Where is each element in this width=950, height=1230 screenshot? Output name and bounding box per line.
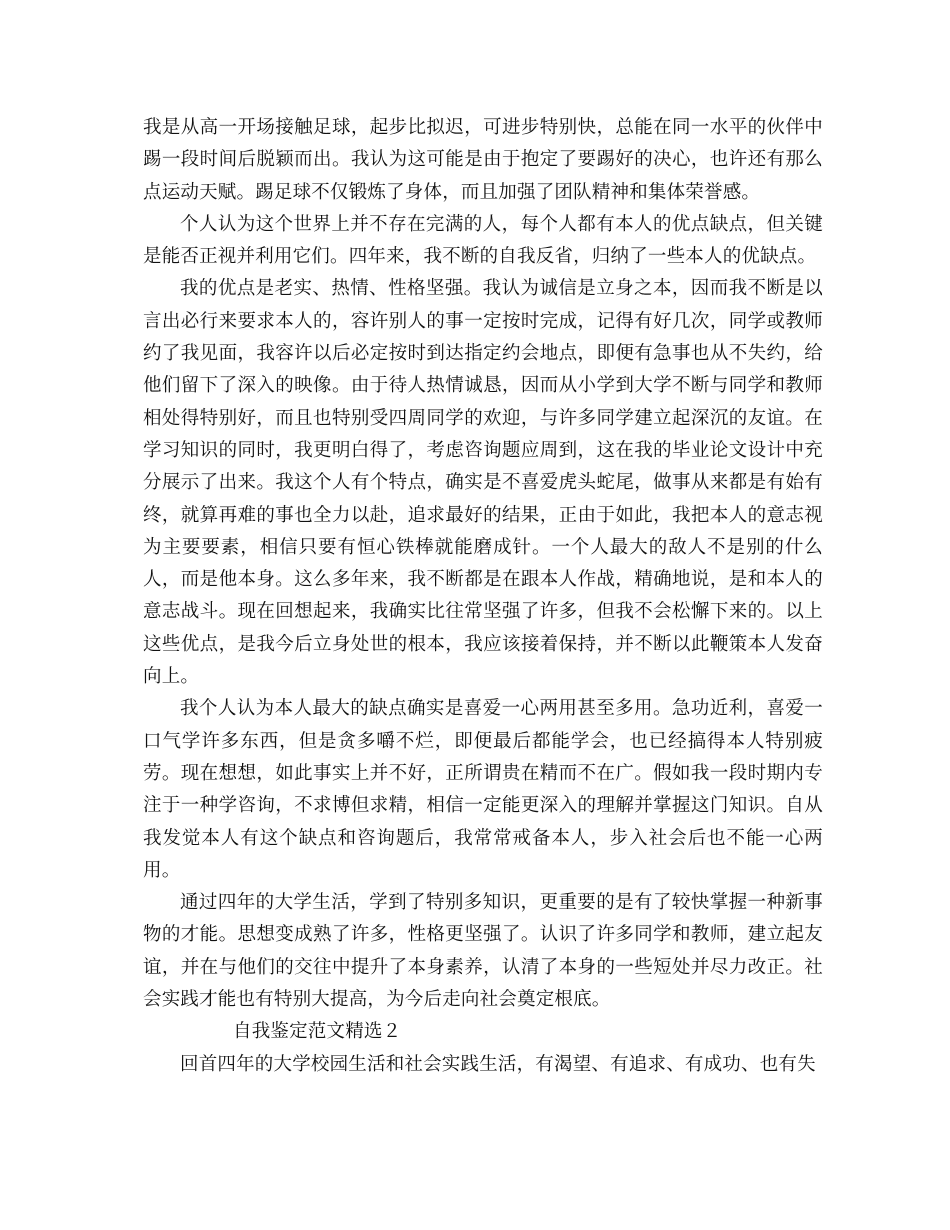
paragraph-weaknesses: 我个人认为本人最大的缺点确实是喜爱一心两用甚至多用。急功近利，喜爱一口气学许多东西，但是贪多嚼不烂，即便最后都能学会，也已经搞得本人特别疲劳。现在想想，如此事实上并不好，正所谓贵在精而不在广。假如我一段时期内专注于一种学咨询，不求博但求精，相信一定能更深入的理解并掌握这门知识。自从我发觉本人有这个缺点和咨询题后，我常常戒备本人，步入社会后也不能一心两用。 <box>143 698 823 881</box>
paragraph-self-reflection: 个人认为这个世界上并不存在完满的人，每个人都有本人的优点缺点，但关键是能否正视并利用它们。四年来，我不断的自我反省，归纳了一些本人的优缺点。 <box>143 213 823 268</box>
paragraph-football: 我是从高一开场接触足球，起步比拟迟，可进步特别快，总能在同一水平的伙伴中踢一段时间后脱颖而出。我认为这可能是由于抱定了要踢好的决心，也许还有那么点运动天赋。踢足球不仅锻炼了身体，而且加强了团队精神和集体荣誉感。 <box>143 117 823 203</box>
paragraph-next-section: 回首四年的大学校园生活和社会实践生活，有渴望、有追求、有成功、也有失 <box>180 1053 816 1075</box>
paragraph-summary: 通过四年的大学生活，学到了特别多知识，更重要的是有了较快掌握一种新事物的才能。思想变成熟了许多，性格更坚强了。认识了许多同学和教师，建立起友谊，并在与他们的交往中提升了本身素养，认清了本身的一些短处并尽力改正。社会实践才能也有特别大提高，为今后走向社会奠定根底。 <box>143 892 823 1011</box>
document-body <box>143 112 823 1081</box>
paragraph-strengths: 我的优点是老实、热情、性格坚强。我认为诚信是立身之本，因而我不断是以言出必行来要求本人的，容许别人的事一定按时完成，记得有好几次，同学或教师约了我见面，我容许以后必定按时到达指定约会地点，即便有急事也从不失约，给他们留下了深入的映像。由于待人热情诚恳，因而从小学到大学不断与同学和教师相处得特别好，而且也特别受四周同学的欢迎，与许多同学建立起深沉的友谊。在学习知识的同时，我更明白得了，考虑咨询题应周到，这在我的毕业论文设计中充分展示了出来。我这个人有个特点，确实是不喜爱虎头蛇尾，做事从来都是有始有终，就算再难的事也全力以赴，追求最好的结果，正由于如此，我把本人的意志视为主要要素，相信只要有恒心铁棒就能磨成针。一个人最大的敌人不是别的什么人，而是他本身。这么多年来，我不断都是在跟本人作战，精确地说，是和本人的意志战斗。现在回想起来，我确实比往常坚强了许多，但我不会松懈下来的。以上这些优点，是我今后立身处世的根本，我应该接着保持，并不断以此鞭策本人发奋向上。 <box>143 278 823 688</box>
section-title: 自我鉴定范文精选２ <box>233 1021 402 1043</box>
